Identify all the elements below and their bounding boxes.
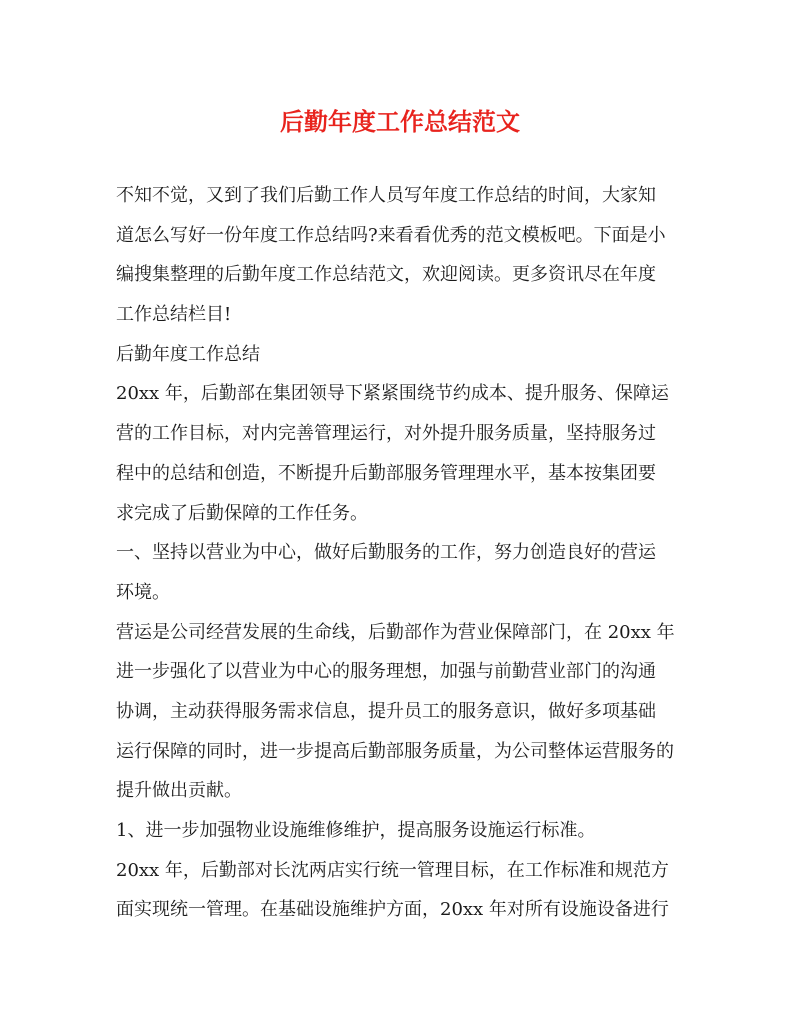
document-body — [116, 176, 676, 930]
text-line: 求完成了后勤保障的工作任务。 — [116, 502, 368, 524]
text-line: 编搜集整理的后勤年度工作总结范文，欢迎阅读。更多资讯尽在年度 — [116, 264, 656, 286]
section-heading: 后勤年度工作总结 — [116, 343, 260, 365]
document-title: 后勤年度工作总结范文 — [280, 107, 520, 136]
text-line: 20xx 年，后勤部对长沈两店实行统一管理目标，在工作标准和规范方 — [116, 859, 669, 881]
text-line: 环境。 — [116, 581, 170, 603]
text-line: 提升做出贡献。 — [116, 780, 242, 802]
list-heading: 一、坚持以营业为中心，做好后勤服务的工作，努力创造良好的营运 — [116, 542, 656, 564]
text-line: 工作总结栏目! — [116, 304, 232, 326]
text-line: 面实现统一管理。在基础设施维护方面，20xx 年对所有设施设备进行 — [116, 899, 669, 921]
text-line: 不知不觉，又到了我们后勤工作人员写年度工作总结的时间，大家知 — [116, 185, 656, 206]
text-line: 营的工作目标，对内完善管理运行，对外提升服务质量，坚持服务过 — [116, 423, 656, 445]
text-line: 程中的总结和创造，不断提升后勤部服务管理理水平，基本按集团要 — [116, 462, 656, 484]
text-line: 协调，主动获得服务需求信息，提升员工的服务意识，做好多项基础 — [116, 700, 656, 722]
text-line: 营运是公司经营发展的生命线，后勤部作为营业保障部门，在 20xx 年 — [116, 621, 675, 643]
list-item: 1、进一步加强物业设施维修维护，提高服务设施运行标准。 — [116, 820, 596, 841]
text-line: 运行保障的同时，进一步提高后勤部服务质量，为公司整体运营服务的 — [116, 740, 674, 762]
text-line: 道怎么写好一份年度工作总结吗?来看看优秀的范文模板吧。下面是小 — [116, 224, 666, 246]
text-line: 进一步强化了以营业为中心的服务理想，加强与前勤营业部门的沟通 — [116, 661, 656, 683]
text-line: 20xx 年，后勤部在集团领导下紧紧围绕节约成本、提升服务、保障运 — [116, 383, 669, 405]
